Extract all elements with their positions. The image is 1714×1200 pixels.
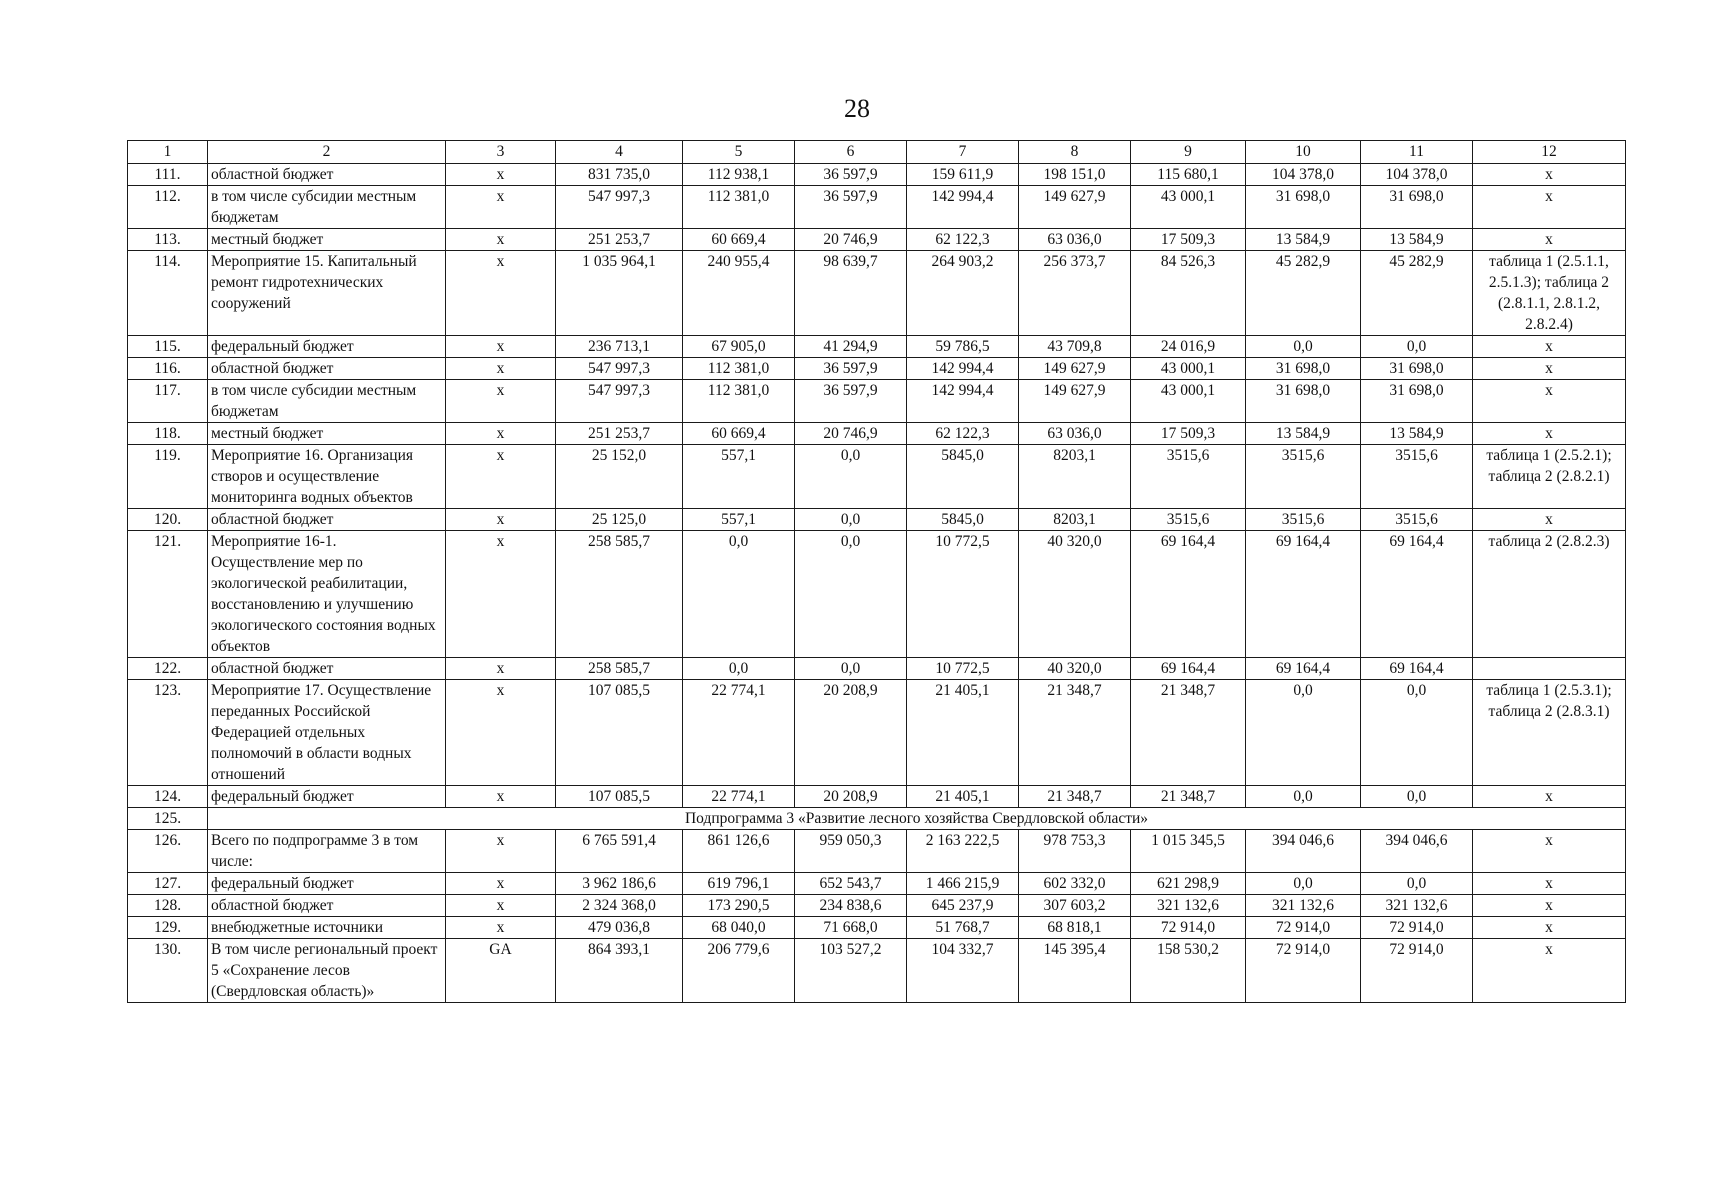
row-number: 124. — [128, 786, 208, 808]
column-header: 12 — [1473, 141, 1626, 164]
amount-cell: 959 050,3 — [795, 830, 907, 873]
row-description: областной бюджет — [208, 164, 446, 186]
row-number: 116. — [128, 358, 208, 380]
row-code: x — [446, 336, 556, 358]
amount-cell: 1 035 964,1 — [556, 251, 683, 336]
amount-cell: 69 164,4 — [1131, 531, 1246, 658]
amount-cell: 6 765 591,4 — [556, 830, 683, 873]
amount-cell: 547 997,3 — [556, 380, 683, 423]
amount-cell: 978 753,3 — [1019, 830, 1131, 873]
amount-cell: 25 152,0 — [556, 445, 683, 509]
amount-cell: 112 938,1 — [683, 164, 795, 186]
amount-cell: 69 164,4 — [1246, 658, 1361, 680]
amount-cell: 36 597,9 — [795, 380, 907, 423]
row-description: местный бюджет — [208, 423, 446, 445]
reference-cell: x — [1473, 939, 1626, 1003]
amount-cell: 104 378,0 — [1246, 164, 1361, 186]
amount-cell: 72 914,0 — [1246, 917, 1361, 939]
amount-cell: 22 774,1 — [683, 680, 795, 786]
amount-cell: 107 085,5 — [556, 680, 683, 786]
amount-cell: 31 698,0 — [1246, 380, 1361, 423]
amount-cell: 173 290,5 — [683, 895, 795, 917]
row-code: x — [446, 786, 556, 808]
amount-cell: 69 164,4 — [1361, 531, 1473, 658]
row-number: 114. — [128, 251, 208, 336]
amount-cell: 236 713,1 — [556, 336, 683, 358]
reference-cell: x — [1473, 830, 1626, 873]
reference-cell: x — [1473, 423, 1626, 445]
amount-cell: 557,1 — [683, 445, 795, 509]
row-description: В том числе региональный проект 5 «Сохранение лесов (Свердловская область)» — [208, 939, 446, 1003]
subprogram-row — [128, 808, 1626, 830]
row-description: Мероприятие 16. Организация створов и осуществление мониторинга водных объектов — [208, 445, 446, 509]
row-code: x — [446, 895, 556, 917]
row-description: Мероприятие 16-1. Осуществление мер по экологической реабилитации, восстановлению и улучшению экологического состояния водных объектов — [208, 531, 446, 658]
amount-cell: 8203,1 — [1019, 445, 1131, 509]
amount-cell: 1 015 345,5 — [1131, 830, 1246, 873]
amount-cell: 8203,1 — [1019, 509, 1131, 531]
amount-cell: 21 348,7 — [1019, 680, 1131, 786]
amount-cell: 31 698,0 — [1246, 358, 1361, 380]
table-row — [128, 939, 1626, 1003]
table-row — [128, 917, 1626, 939]
amount-cell: 24 016,9 — [1131, 336, 1246, 358]
row-code: x — [446, 358, 556, 380]
amount-cell: 2 324 368,0 — [556, 895, 683, 917]
amount-cell: 251 253,7 — [556, 229, 683, 251]
table-row — [128, 445, 1626, 509]
row-number: 111. — [128, 164, 208, 186]
amount-cell: 0,0 — [1361, 680, 1473, 786]
amount-cell: 159 611,9 — [907, 164, 1019, 186]
table-row — [128, 509, 1626, 531]
table-row — [128, 380, 1626, 423]
amount-cell: 3515,6 — [1246, 509, 1361, 531]
amount-cell: 45 282,9 — [1246, 251, 1361, 336]
amount-cell: 68 818,1 — [1019, 917, 1131, 939]
amount-cell: 2 163 222,5 — [907, 830, 1019, 873]
amount-cell: 652 543,7 — [795, 873, 907, 895]
budget-table — [127, 140, 1626, 1003]
amount-cell: 21 405,1 — [907, 680, 1019, 786]
amount-cell: 36 597,9 — [795, 164, 907, 186]
amount-cell: 10 772,5 — [907, 531, 1019, 658]
amount-cell: 10 772,5 — [907, 658, 1019, 680]
amount-cell: 60 669,4 — [683, 423, 795, 445]
row-description: местный бюджет — [208, 229, 446, 251]
amount-cell: 63 036,0 — [1019, 423, 1131, 445]
amount-cell: 71 668,0 — [795, 917, 907, 939]
amount-cell: 103 527,2 — [795, 939, 907, 1003]
amount-cell: 20 746,9 — [795, 423, 907, 445]
amount-cell: 3515,6 — [1131, 509, 1246, 531]
amount-cell: 20 208,9 — [795, 680, 907, 786]
amount-cell: 13 584,9 — [1361, 423, 1473, 445]
amount-cell: 69 164,4 — [1361, 658, 1473, 680]
amount-cell: 602 332,0 — [1019, 873, 1131, 895]
amount-cell: 112 381,0 — [683, 186, 795, 229]
reference-cell: таблица 1 (2.5.1.1, 2.5.1.3); таблица 2 (2.8.1.1, 2.8.1.2, 2.8.2.4) — [1473, 251, 1626, 336]
table-row — [128, 251, 1626, 336]
row-description: внебюджетные источники — [208, 917, 446, 939]
table-row — [128, 531, 1626, 658]
reference-cell: x — [1473, 229, 1626, 251]
row-code: x — [446, 873, 556, 895]
amount-cell: 36 597,9 — [795, 358, 907, 380]
row-number: 113. — [128, 229, 208, 251]
table-header-row — [128, 141, 1626, 164]
column-header: 5 — [683, 141, 795, 164]
amount-cell: 149 627,9 — [1019, 186, 1131, 229]
row-code: x — [446, 509, 556, 531]
amount-cell: 206 779,6 — [683, 939, 795, 1003]
reference-cell: таблица 1 (2.5.3.1); таблица 2 (2.8.3.1) — [1473, 680, 1626, 786]
amount-cell: 104 332,7 — [907, 939, 1019, 1003]
row-description: областной бюджет — [208, 509, 446, 531]
amount-cell: 40 320,0 — [1019, 531, 1131, 658]
amount-cell: 115 680,1 — [1131, 164, 1246, 186]
row-number: 118. — [128, 423, 208, 445]
amount-cell: 557,1 — [683, 509, 795, 531]
row-description: областной бюджет — [208, 658, 446, 680]
amount-cell: 861 126,6 — [683, 830, 795, 873]
amount-cell: 21 405,1 — [907, 786, 1019, 808]
amount-cell: 41 294,9 — [795, 336, 907, 358]
amount-cell: 0,0 — [795, 531, 907, 658]
row-description: федеральный бюджет — [208, 786, 446, 808]
amount-cell: 547 997,3 — [556, 358, 683, 380]
subprogram-title: Подпрограмма 3 «Развитие лесного хозяйства Свердловской области» — [208, 808, 1626, 830]
row-code: x — [446, 229, 556, 251]
row-code: x — [446, 423, 556, 445]
amount-cell: 40 320,0 — [1019, 658, 1131, 680]
amount-cell: 0,0 — [1361, 786, 1473, 808]
row-code: x — [446, 658, 556, 680]
amount-cell: 0,0 — [1246, 680, 1361, 786]
amount-cell: 20 746,9 — [795, 229, 907, 251]
reference-cell: x — [1473, 917, 1626, 939]
row-description: в том числе субсидии местным бюджетам — [208, 380, 446, 423]
amount-cell: 0,0 — [683, 658, 795, 680]
reference-cell: x — [1473, 380, 1626, 423]
amount-cell: 149 627,9 — [1019, 380, 1131, 423]
amount-cell: 5845,0 — [907, 509, 1019, 531]
amount-cell: 0,0 — [795, 658, 907, 680]
amount-cell: 621 298,9 — [1131, 873, 1246, 895]
amount-cell: 31 698,0 — [1361, 380, 1473, 423]
amount-cell: 13 584,9 — [1361, 229, 1473, 251]
amount-cell: 20 208,9 — [795, 786, 907, 808]
amount-cell: 394 046,6 — [1246, 830, 1361, 873]
page-number: 28 — [844, 94, 870, 123]
reference-cell: x — [1473, 358, 1626, 380]
amount-cell: 43 000,1 — [1131, 380, 1246, 423]
amount-cell: 72 914,0 — [1131, 917, 1246, 939]
amount-cell: 142 994,4 — [907, 358, 1019, 380]
row-description: областной бюджет — [208, 358, 446, 380]
amount-cell: 5845,0 — [907, 445, 1019, 509]
column-header: 1 — [128, 141, 208, 164]
amount-cell: 3515,6 — [1131, 445, 1246, 509]
amount-cell: 62 122,3 — [907, 229, 1019, 251]
row-code: x — [446, 917, 556, 939]
reference-cell: x — [1473, 873, 1626, 895]
amount-cell: 22 774,1 — [683, 786, 795, 808]
row-number: 123. — [128, 680, 208, 786]
amount-cell: 62 122,3 — [907, 423, 1019, 445]
amount-cell: 3515,6 — [1361, 445, 1473, 509]
row-description: в том числе субсидии местным бюджетам — [208, 186, 446, 229]
amount-cell: 21 348,7 — [1131, 786, 1246, 808]
amount-cell: 0,0 — [1246, 336, 1361, 358]
amount-cell: 59 786,5 — [907, 336, 1019, 358]
row-description: Мероприятие 17. Осуществление переданных Российской Федерацией отдельных полномочий в области водных отношений — [208, 680, 446, 786]
amount-cell: 3515,6 — [1361, 509, 1473, 531]
amount-cell: 31 698,0 — [1361, 358, 1473, 380]
reference-cell — [1473, 658, 1626, 680]
column-header: 7 — [907, 141, 1019, 164]
amount-cell: 198 151,0 — [1019, 164, 1131, 186]
row-number: 121. — [128, 531, 208, 658]
amount-cell: 321 132,6 — [1361, 895, 1473, 917]
reference-cell: x — [1473, 186, 1626, 229]
amount-cell: 68 040,0 — [683, 917, 795, 939]
row-description: федеральный бюджет — [208, 873, 446, 895]
table-row — [128, 680, 1626, 786]
amount-cell: 63 036,0 — [1019, 229, 1131, 251]
table-row — [128, 895, 1626, 917]
amount-cell: 0,0 — [1361, 336, 1473, 358]
amount-cell: 3 962 186,6 — [556, 873, 683, 895]
amount-cell: 0,0 — [1246, 786, 1361, 808]
amount-cell: 60 669,4 — [683, 229, 795, 251]
table-row — [128, 336, 1626, 358]
amount-cell: 43 000,1 — [1131, 358, 1246, 380]
amount-cell: 307 603,2 — [1019, 895, 1131, 917]
amount-cell: 619 796,1 — [683, 873, 795, 895]
amount-cell: 479 036,8 — [556, 917, 683, 939]
amount-cell: 321 132,6 — [1131, 895, 1246, 917]
table-row — [128, 423, 1626, 445]
row-number: 128. — [128, 895, 208, 917]
column-header: 10 — [1246, 141, 1361, 164]
row-number: 125. — [128, 808, 208, 830]
column-header: 6 — [795, 141, 907, 164]
amount-cell: 256 373,7 — [1019, 251, 1131, 336]
row-code: x — [446, 251, 556, 336]
reference-cell: таблица 1 (2.5.2.1); таблица 2 (2.8.2.1) — [1473, 445, 1626, 509]
amount-cell: 17 509,3 — [1131, 423, 1246, 445]
row-number: 122. — [128, 658, 208, 680]
amount-cell: 0,0 — [1361, 873, 1473, 895]
amount-cell: 645 237,9 — [907, 895, 1019, 917]
amount-cell: 36 597,9 — [795, 186, 907, 229]
column-header: 3 — [446, 141, 556, 164]
amount-cell: 240 955,4 — [683, 251, 795, 336]
row-number: 127. — [128, 873, 208, 895]
reference-cell: таблица 2 (2.8.2.3) — [1473, 531, 1626, 658]
amount-cell: 31 698,0 — [1361, 186, 1473, 229]
amount-cell: 394 046,6 — [1361, 830, 1473, 873]
amount-cell: 547 997,3 — [556, 186, 683, 229]
reference-cell: x — [1473, 509, 1626, 531]
row-number: 130. — [128, 939, 208, 1003]
table-row — [128, 229, 1626, 251]
reference-cell: x — [1473, 895, 1626, 917]
table-row — [128, 830, 1626, 873]
row-code: x — [446, 830, 556, 873]
amount-cell: 0,0 — [683, 531, 795, 658]
amount-cell: 45 282,9 — [1361, 251, 1473, 336]
amount-cell: 864 393,1 — [556, 939, 683, 1003]
amount-cell: 142 994,4 — [907, 186, 1019, 229]
amount-cell: 158 530,2 — [1131, 939, 1246, 1003]
column-header: 11 — [1361, 141, 1473, 164]
amount-cell: 0,0 — [795, 445, 907, 509]
amount-cell: 69 164,4 — [1246, 531, 1361, 658]
amount-cell: 72 914,0 — [1361, 939, 1473, 1003]
amount-cell: 258 585,7 — [556, 531, 683, 658]
amount-cell: 1 466 215,9 — [907, 873, 1019, 895]
amount-cell: 112 381,0 — [683, 358, 795, 380]
amount-cell: 149 627,9 — [1019, 358, 1131, 380]
amount-cell: 321 132,6 — [1246, 895, 1361, 917]
row-number: 126. — [128, 830, 208, 873]
amount-cell: 234 838,6 — [795, 895, 907, 917]
table-row — [128, 786, 1626, 808]
amount-cell: 69 164,4 — [1131, 658, 1246, 680]
row-number: 120. — [128, 509, 208, 531]
reference-cell: x — [1473, 786, 1626, 808]
amount-cell: 21 348,7 — [1019, 786, 1131, 808]
row-description: федеральный бюджет — [208, 336, 446, 358]
row-code: x — [446, 445, 556, 509]
amount-cell: 21 348,7 — [1131, 680, 1246, 786]
amount-cell: 72 914,0 — [1246, 939, 1361, 1003]
amount-cell: 831 735,0 — [556, 164, 683, 186]
row-number: 112. — [128, 186, 208, 229]
amount-cell: 3515,6 — [1246, 445, 1361, 509]
amount-cell: 107 085,5 — [556, 786, 683, 808]
amount-cell: 251 253,7 — [556, 423, 683, 445]
amount-cell: 67 905,0 — [683, 336, 795, 358]
table-row — [128, 358, 1626, 380]
column-header: 2 — [208, 141, 446, 164]
row-code: x — [446, 164, 556, 186]
amount-cell: 112 381,0 — [683, 380, 795, 423]
amount-cell: 25 125,0 — [556, 509, 683, 531]
row-code: x — [446, 531, 556, 658]
amount-cell: 43 000,1 — [1131, 186, 1246, 229]
amount-cell: 258 585,7 — [556, 658, 683, 680]
row-number: 117. — [128, 380, 208, 423]
table-row — [128, 658, 1626, 680]
amount-cell: 104 378,0 — [1361, 164, 1473, 186]
amount-cell: 31 698,0 — [1246, 186, 1361, 229]
amount-cell: 43 709,8 — [1019, 336, 1131, 358]
row-number: 129. — [128, 917, 208, 939]
amount-cell: 13 584,9 — [1246, 423, 1361, 445]
row-description: Всего по подпрограмме 3 в том числе: — [208, 830, 446, 873]
amount-cell: 13 584,9 — [1246, 229, 1361, 251]
column-header: 4 — [556, 141, 683, 164]
row-description: областной бюджет — [208, 895, 446, 917]
amount-cell: 17 509,3 — [1131, 229, 1246, 251]
row-code: x — [446, 680, 556, 786]
table-row — [128, 873, 1626, 895]
amount-cell: 145 395,4 — [1019, 939, 1131, 1003]
row-description: Мероприятие 15. Капитальный ремонт гидротехнических сооружений — [208, 251, 446, 336]
reference-cell: x — [1473, 164, 1626, 186]
amount-cell: 84 526,3 — [1131, 251, 1246, 336]
amount-cell: 0,0 — [1246, 873, 1361, 895]
column-header: 9 — [1131, 141, 1246, 164]
amount-cell: 98 639,7 — [795, 251, 907, 336]
row-code: GA — [446, 939, 556, 1003]
row-code: x — [446, 186, 556, 229]
reference-cell: x — [1473, 336, 1626, 358]
amount-cell: 51 768,7 — [907, 917, 1019, 939]
amount-cell: 142 994,4 — [907, 380, 1019, 423]
amount-cell: 264 903,2 — [907, 251, 1019, 336]
row-number: 119. — [128, 445, 208, 509]
column-header: 8 — [1019, 141, 1131, 164]
row-code: x — [446, 380, 556, 423]
row-number: 115. — [128, 336, 208, 358]
table-row — [128, 186, 1626, 229]
amount-cell: 72 914,0 — [1361, 917, 1473, 939]
table-row — [128, 164, 1626, 186]
amount-cell: 0,0 — [795, 509, 907, 531]
